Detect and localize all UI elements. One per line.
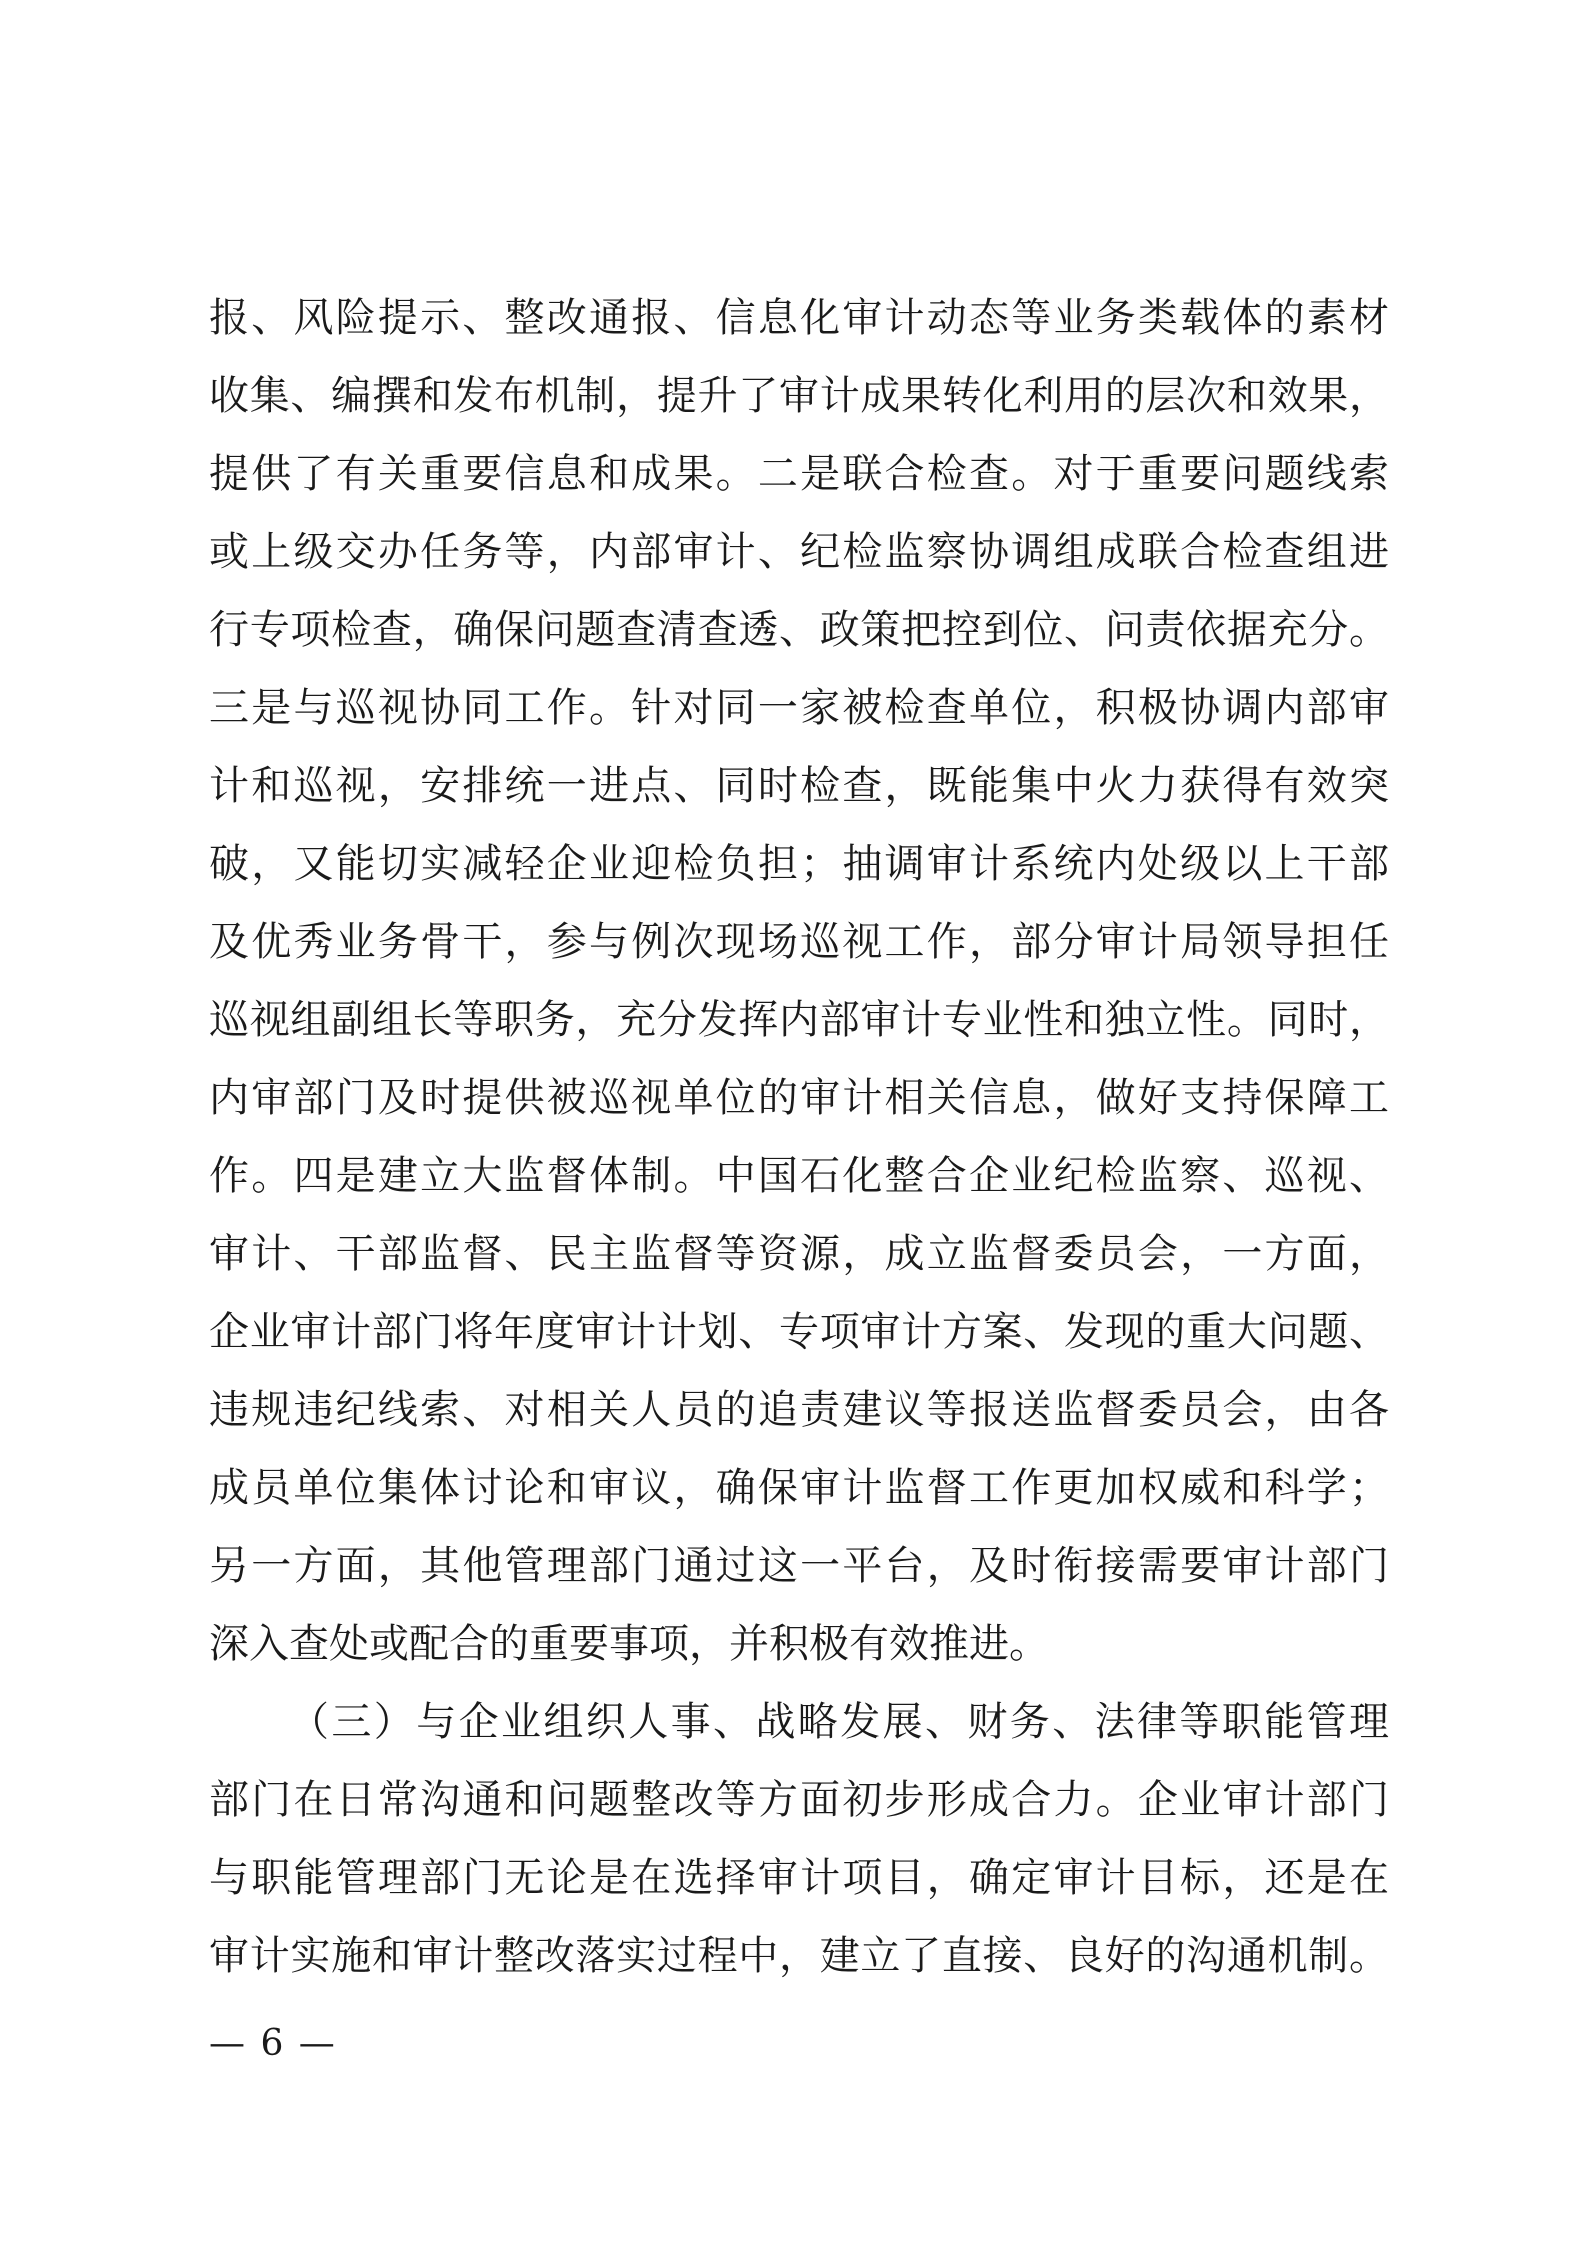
text-line: 巡视组副组长等职务，充分发挥内部审计专业性和独立性。同时， — [209, 997, 1389, 1043]
text-line: 部门在日常沟通和问题整改等方面初步形成合力。企业审计部门 — [209, 1777, 1389, 1823]
text-line: 作。四是建立大监督体制。中国石化整合企业纪检监察、巡视、 — [209, 1153, 1389, 1199]
text-line: 三是与巡视协同工作。针对同一家被检查单位，积极协调内部审 — [209, 685, 1389, 731]
text-line: 行专项检查，确保问题查清查透、政策把控到位、问责依据充分。 — [209, 607, 1389, 653]
text-line: 内审部门及时提供被巡视单位的审计相关信息，做好支持保障工 — [209, 1075, 1389, 1121]
text-line: 成员单位集体讨论和审议，确保审计监督工作更加权威和科学； — [209, 1465, 1389, 1511]
text-line: 报、风险提示、整改通报、信息化审计动态等业务类载体的素材 — [209, 295, 1389, 341]
body-text — [209, 288, 1389, 2004]
text-line: 与职能管理部门无论是在选择审计项目，确定审计目标，还是在 — [209, 1855, 1389, 1901]
text-line: 或上级交办任务等，内部审计、纪检监察协调组成联合检查组进 — [209, 529, 1389, 575]
text-line: 审计、干部监督、民主监督等资源，成立监督委员会，一方面， — [209, 1231, 1389, 1277]
text-line: 企业审计部门将年度审计计划、专项审计方案、发现的重大问题、 — [209, 1309, 1389, 1355]
section-heading-line: （三）与企业组织人事、战略发展、财务、法律等职能管理 — [289, 1699, 1389, 1745]
text-line: 违规违纪线索、对相关人员的追责建议等报送监督委员会，由各 — [209, 1387, 1389, 1433]
text-line: 及优秀业务骨干，参与例次现场巡视工作，部分审计局领导担任 — [209, 919, 1389, 965]
text-line: 收集、编撰和发布机制，提升了审计成果转化利用的层次和效果， — [209, 373, 1389, 419]
text-line: 审计实施和审计整改落实过程中，建立了直接、良好的沟通机制。 — [209, 1933, 1389, 1979]
text-line: 另一方面，其他管理部门通过这一平台，及时衔接需要审计部门 — [209, 1543, 1389, 1589]
text-line: 提供了有关重要信息和成果。二是联合检查。对于重要问题线索 — [209, 451, 1389, 497]
text-line: 计和巡视，安排统一进点、同时检查，既能集中火力获得有效突 — [209, 763, 1389, 809]
page-number: — 6 — — [209, 2023, 337, 2064]
text-line: 破，又能切实减轻企业迎检负担；抽调审计系统内处级以上干部 — [209, 841, 1389, 887]
text-line: 深入查处或配合的重要事项，并积极有效推进。 — [209, 1621, 1049, 1667]
